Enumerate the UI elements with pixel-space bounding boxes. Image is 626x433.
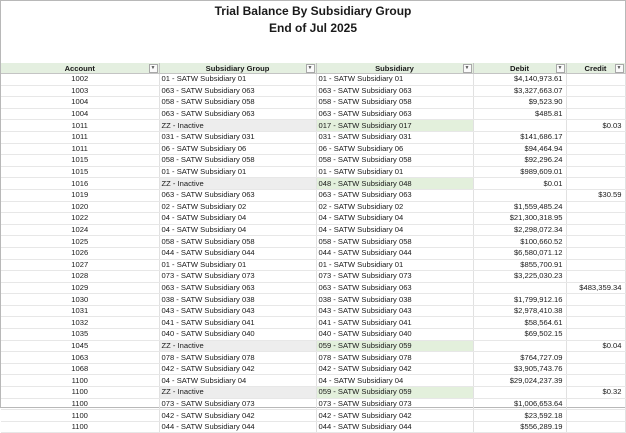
debit-cell[interactable]: $0.01 [473, 178, 566, 190]
account-cell[interactable]: 1100 [1, 387, 159, 399]
credit-cell[interactable] [566, 97, 625, 109]
table-row[interactable] [1, 224, 625, 236]
subsidiary-group-cell[interactable]: 01 - SATW Subsidiary 01 [159, 259, 316, 271]
account-cell[interactable]: 1015 [1, 166, 159, 178]
subsidiary-group-cell[interactable]: 078 - SATW Subsidiary 078 [159, 352, 316, 364]
credit-cell[interactable] [566, 236, 625, 248]
credit-cell[interactable] [566, 294, 625, 306]
table-row[interactable] [1, 317, 625, 329]
debit-cell[interactable]: $485.81 [473, 108, 566, 120]
debit-cell[interactable]: $3,225,030.23 [473, 271, 566, 283]
table-row[interactable] [1, 259, 625, 271]
credit-cell[interactable]: $0.03 [566, 120, 625, 132]
subsidiary-cell[interactable]: 031 - SATW Subsidiary 031 [316, 131, 473, 143]
account-cell[interactable]: 1063 [1, 352, 159, 364]
subsidiary-cell[interactable]: 059 - SATW Subsidiary 059 [316, 387, 473, 399]
debit-cell[interactable]: $3,905,743.76 [473, 363, 566, 375]
subsidiary-group-cell[interactable]: 063 - SATW Subsidiary 063 [159, 108, 316, 120]
account-cell[interactable]: 1100 [1, 410, 159, 422]
table-row[interactable] [1, 352, 625, 364]
subsidiary-group-cell[interactable]: 04 - SATW Subsidiary 04 [159, 213, 316, 225]
subsidiary-group-cell[interactable]: 058 - SATW Subsidiary 058 [159, 236, 316, 248]
account-cell[interactable]: 1020 [1, 201, 159, 213]
debit-cell[interactable]: $1,799,912.16 [473, 294, 566, 306]
account-cell[interactable]: 1011 [1, 131, 159, 143]
subsidiary-group-cell[interactable]: 063 - SATW Subsidiary 063 [159, 85, 316, 97]
header-row [1, 63, 625, 74]
column-header-subsidiary[interactable] [316, 63, 473, 74]
table-row[interactable] [1, 166, 625, 178]
table-row[interactable] [1, 143, 625, 155]
subsidiary-group-cell[interactable]: 058 - SATW Subsidiary 058 [159, 97, 316, 109]
debit-cell[interactable]: $23,592.18 [473, 410, 566, 422]
account-cell[interactable]: 1026 [1, 247, 159, 259]
table-row[interactable] [1, 120, 625, 132]
debit-cell[interactable]: $4,140,973.61 [473, 74, 566, 86]
subsidiary-cell[interactable]: 038 - SATW Subsidiary 038 [316, 294, 473, 306]
debit-cell[interactable] [473, 120, 566, 132]
subsidiary-cell[interactable]: 073 - SATW Subsidiary 073 [316, 398, 473, 410]
column-header-label: Credit [584, 63, 607, 73]
subsidiary-group-cell[interactable]: ZZ - Inactive [159, 387, 316, 399]
column-header-debit[interactable] [473, 63, 566, 74]
debit-cell[interactable]: $69,502.15 [473, 329, 566, 341]
credit-cell[interactable] [566, 363, 625, 375]
subsidiary-cell[interactable]: 063 - SATW Subsidiary 063 [316, 85, 473, 97]
table-row[interactable] [1, 97, 625, 109]
subsidiary-group-cell[interactable]: 040 - SATW Subsidiary 040 [159, 329, 316, 341]
credit-cell[interactable] [566, 74, 625, 86]
subsidiary-group-cell[interactable]: 042 - SATW Subsidiary 042 [159, 410, 316, 422]
table-row[interactable] [1, 236, 625, 248]
table-row[interactable] [1, 189, 625, 201]
table-body [1, 74, 625, 433]
table-row[interactable] [1, 155, 625, 167]
credit-cell[interactable] [566, 85, 625, 97]
account-cell[interactable]: 1035 [1, 329, 159, 341]
filter-dropdown-icon[interactable]: ▼ [306, 64, 315, 73]
table-row[interactable] [1, 329, 625, 341]
table-row[interactable] [1, 74, 625, 86]
account-cell[interactable]: 1029 [1, 282, 159, 294]
subsidiary-group-cell[interactable]: ZZ - Inactive [159, 340, 316, 352]
report-title: Trial Balance By Subsidiary Group [214, 4, 412, 18]
subsidiary-cell[interactable]: 041 - SATW Subsidiary 041 [316, 317, 473, 329]
account-cell[interactable]: 1011 [1, 120, 159, 132]
debit-cell[interactable]: $29,024,237.39 [473, 375, 566, 387]
subsidiary-cell[interactable]: 073 - SATW Subsidiary 073 [316, 271, 473, 283]
account-cell[interactable]: 1025 [1, 236, 159, 248]
column-header-label: Subsidiary Group [205, 63, 270, 73]
debit-cell[interactable]: $94,464.94 [473, 143, 566, 155]
debit-cell[interactable]: $556,289.19 [473, 421, 566, 433]
table-row[interactable] [1, 294, 625, 306]
credit-cell[interactable]: $0.32 [566, 387, 625, 399]
debit-cell[interactable]: $21,300,318.95 [473, 213, 566, 225]
account-cell[interactable]: 1003 [1, 85, 159, 97]
subsidiary-cell[interactable]: 02 - SATW Subsidiary 02 [316, 201, 473, 213]
report-period: End of Jul 2025 [268, 21, 358, 35]
table-row[interactable] [1, 410, 625, 422]
credit-cell[interactable] [566, 421, 625, 433]
table-row[interactable] [1, 375, 625, 387]
account-cell[interactable]: 1027 [1, 259, 159, 271]
credit-cell[interactable] [566, 329, 625, 341]
subsidiary-cell[interactable]: 04 - SATW Subsidiary 04 [316, 224, 473, 236]
table-row[interactable] [1, 387, 625, 399]
column-header-label: Subsidiary [375, 63, 414, 73]
column-header-account[interactable] [1, 63, 159, 74]
account-cell[interactable]: 1031 [1, 305, 159, 317]
account-cell[interactable]: 1032 [1, 317, 159, 329]
table-row[interactable] [1, 85, 625, 97]
table-row[interactable] [1, 398, 625, 410]
credit-cell[interactable] [566, 143, 625, 155]
account-cell[interactable]: 1100 [1, 375, 159, 387]
credit-cell[interactable] [566, 166, 625, 178]
subsidiary-group-cell[interactable]: ZZ - Inactive [159, 178, 316, 190]
credit-cell[interactable] [566, 259, 625, 271]
debit-cell[interactable]: $58,564.61 [473, 317, 566, 329]
credit-cell[interactable] [566, 131, 625, 143]
subsidiary-group-cell[interactable]: 06 - SATW Subsidiary 06 [159, 143, 316, 155]
subsidiary-cell[interactable]: 06 - SATW Subsidiary 06 [316, 143, 473, 155]
debit-cell[interactable]: $764,727.09 [473, 352, 566, 364]
account-cell[interactable]: 1011 [1, 143, 159, 155]
subsidiary-cell[interactable]: 042 - SATW Subsidiary 042 [316, 363, 473, 375]
debit-cell[interactable]: $9,523.90 [473, 97, 566, 109]
subsidiary-group-cell[interactable]: 073 - SATW Subsidiary 073 [159, 271, 316, 283]
debit-cell[interactable] [473, 387, 566, 399]
subsidiary-cell[interactable]: 058 - SATW Subsidiary 058 [316, 236, 473, 248]
subsidiary-cell[interactable]: 04 - SATW Subsidiary 04 [316, 375, 473, 387]
subsidiary-cell[interactable]: 063 - SATW Subsidiary 063 [316, 189, 473, 201]
subsidiary-cell[interactable]: 017 - SATW Subsidiary 017 [316, 120, 473, 132]
account-cell[interactable]: 1068 [1, 363, 159, 375]
filter-dropdown-icon[interactable]: ▼ [556, 64, 565, 73]
table-row[interactable] [1, 363, 625, 375]
credit-cell[interactable] [566, 247, 625, 259]
column-header-label: Account [64, 63, 95, 73]
subsidiary-cell[interactable]: 04 - SATW Subsidiary 04 [316, 213, 473, 225]
credit-cell[interactable] [566, 398, 625, 410]
account-cell[interactable]: 1045 [1, 340, 159, 352]
subsidiary-group-cell[interactable]: 042 - SATW Subsidiary 042 [159, 363, 316, 375]
account-cell[interactable]: 1015 [1, 155, 159, 167]
subsidiary-cell[interactable]: 048 - SATW Subsidiary 048 [316, 178, 473, 190]
account-cell[interactable]: 1004 [1, 108, 159, 120]
debit-cell[interactable]: $1,559,485.24 [473, 201, 566, 213]
account-cell[interactable]: 1030 [1, 294, 159, 306]
filter-dropdown-icon[interactable]: ▼ [615, 64, 624, 73]
debit-cell[interactable]: $855,700.91 [473, 259, 566, 271]
debit-cell[interactable]: $1,006,653.64 [473, 398, 566, 410]
account-cell[interactable]: 1016 [1, 178, 159, 190]
credit-cell[interactable] [566, 178, 625, 190]
subsidiary-group-cell[interactable]: 063 - SATW Subsidiary 063 [159, 282, 316, 294]
table-row[interactable] [1, 305, 625, 317]
column-header-credit[interactable] [566, 63, 625, 74]
subsidiary-cell[interactable]: 058 - SATW Subsidiary 058 [316, 155, 473, 167]
account-cell[interactable]: 1002 [1, 74, 159, 86]
subsidiary-cell[interactable]: 063 - SATW Subsidiary 063 [316, 108, 473, 120]
table-row[interactable] [1, 108, 625, 120]
subsidiary-group-cell[interactable]: 041 - SATW Subsidiary 041 [159, 317, 316, 329]
credit-cell[interactable]: $483,359.34 [566, 282, 625, 294]
subsidiary-group-cell[interactable]: 031 - SATW Subsidiary 031 [159, 131, 316, 143]
table-row[interactable] [1, 340, 625, 352]
debit-cell[interactable] [473, 340, 566, 352]
credit-cell[interactable] [566, 155, 625, 167]
filter-dropdown-icon[interactable]: ▼ [463, 64, 472, 73]
credit-cell[interactable]: $30.59 [566, 189, 625, 201]
column-header-group[interactable] [159, 63, 316, 74]
account-cell[interactable]: 1022 [1, 213, 159, 225]
credit-cell[interactable] [566, 317, 625, 329]
debit-cell[interactable]: $2,978,410.38 [473, 305, 566, 317]
debit-cell[interactable]: $141,686.17 [473, 131, 566, 143]
subsidiary-group-cell[interactable]: 043 - SATW Subsidiary 043 [159, 305, 316, 317]
debit-cell[interactable] [473, 282, 566, 294]
credit-cell[interactable] [566, 224, 625, 236]
subsidiary-group-cell[interactable]: 073 - SATW Subsidiary 073 [159, 398, 316, 410]
credit-cell[interactable] [566, 201, 625, 213]
account-cell[interactable]: 1024 [1, 224, 159, 236]
table-row[interactable] [1, 421, 625, 433]
table-row[interactable] [1, 247, 625, 259]
subsidiary-group-cell[interactable]: 044 - SATW Subsidiary 044 [159, 421, 316, 433]
filter-dropdown-icon[interactable]: ▼ [149, 64, 158, 73]
account-cell[interactable]: 1004 [1, 97, 159, 109]
account-cell[interactable]: 1019 [1, 189, 159, 201]
credit-cell[interactable] [566, 271, 625, 283]
column-header-label: Debit [510, 63, 529, 73]
credit-cell[interactable] [566, 410, 625, 422]
credit-cell[interactable]: $0.04 [566, 340, 625, 352]
debit-cell[interactable]: $100,660.52 [473, 236, 566, 248]
account-cell[interactable]: 1100 [1, 398, 159, 410]
subsidiary-cell[interactable]: 059 - SATW Subsidiary 059 [316, 340, 473, 352]
table-row[interactable] [1, 213, 625, 225]
account-cell[interactable]: 1028 [1, 271, 159, 283]
subsidiary-cell[interactable]: 040 - SATW Subsidiary 040 [316, 329, 473, 341]
credit-cell[interactable] [566, 108, 625, 120]
subsidiary-cell[interactable]: 044 - SATW Subsidiary 044 [316, 247, 473, 259]
subsidiary-group-cell[interactable]: 04 - SATW Subsidiary 04 [159, 224, 316, 236]
table-row[interactable] [1, 131, 625, 143]
debit-cell[interactable]: $6,580,071.12 [473, 247, 566, 259]
credit-cell[interactable] [566, 213, 625, 225]
subsidiary-cell[interactable]: 043 - SATW Subsidiary 043 [316, 305, 473, 317]
table-row[interactable] [1, 282, 625, 294]
subsidiary-cell[interactable]: 063 - SATW Subsidiary 063 [316, 282, 473, 294]
subsidiary-group-cell[interactable]: 04 - SATW Subsidiary 04 [159, 375, 316, 387]
account-cell[interactable]: 1100 [1, 421, 159, 433]
credit-cell[interactable] [566, 352, 625, 364]
subsidiary-cell[interactable]: 044 - SATW Subsidiary 044 [316, 421, 473, 433]
subsidiary-group-cell[interactable]: 058 - SATW Subsidiary 058 [159, 155, 316, 167]
subsidiary-group-cell[interactable]: 038 - SATW Subsidiary 038 [159, 294, 316, 306]
debit-cell[interactable]: $92,296.24 [473, 155, 566, 167]
subsidiary-cell[interactable]: 058 - SATW Subsidiary 058 [316, 97, 473, 109]
subsidiary-group-cell[interactable]: ZZ - Inactive [159, 120, 316, 132]
subsidiary-cell[interactable]: 01 - SATW Subsidiary 01 [316, 166, 473, 178]
table-row[interactable] [1, 201, 625, 213]
subsidiary-cell[interactable]: 042 - SATW Subsidiary 042 [316, 410, 473, 422]
debit-cell[interactable]: $989,609.01 [473, 166, 566, 178]
report-header [1, 1, 625, 64]
subsidiary-cell[interactable]: 078 - SATW Subsidiary 078 [316, 352, 473, 364]
credit-cell[interactable] [566, 375, 625, 387]
subsidiary-group-cell[interactable]: 02 - SATW Subsidiary 02 [159, 201, 316, 213]
debit-cell[interactable] [473, 189, 566, 201]
table-row[interactable] [1, 271, 625, 283]
debit-cell[interactable]: $3,327,663.07 [473, 85, 566, 97]
subsidiary-group-cell[interactable]: 063 - SATW Subsidiary 063 [159, 189, 316, 201]
subsidiary-group-cell[interactable]: 01 - SATW Subsidiary 01 [159, 166, 316, 178]
table-row[interactable] [1, 178, 625, 190]
trial-balance-table [1, 63, 626, 433]
credit-cell[interactable] [566, 305, 625, 317]
subsidiary-cell[interactable]: 01 - SATW Subsidiary 01 [316, 74, 473, 86]
subsidiary-cell[interactable]: 01 - SATW Subsidiary 01 [316, 259, 473, 271]
subsidiary-group-cell[interactable]: 01 - SATW Subsidiary 01 [159, 74, 316, 86]
debit-cell[interactable]: $2,298,072.34 [473, 224, 566, 236]
subsidiary-group-cell[interactable]: 044 - SATW Subsidiary 044 [159, 247, 316, 259]
